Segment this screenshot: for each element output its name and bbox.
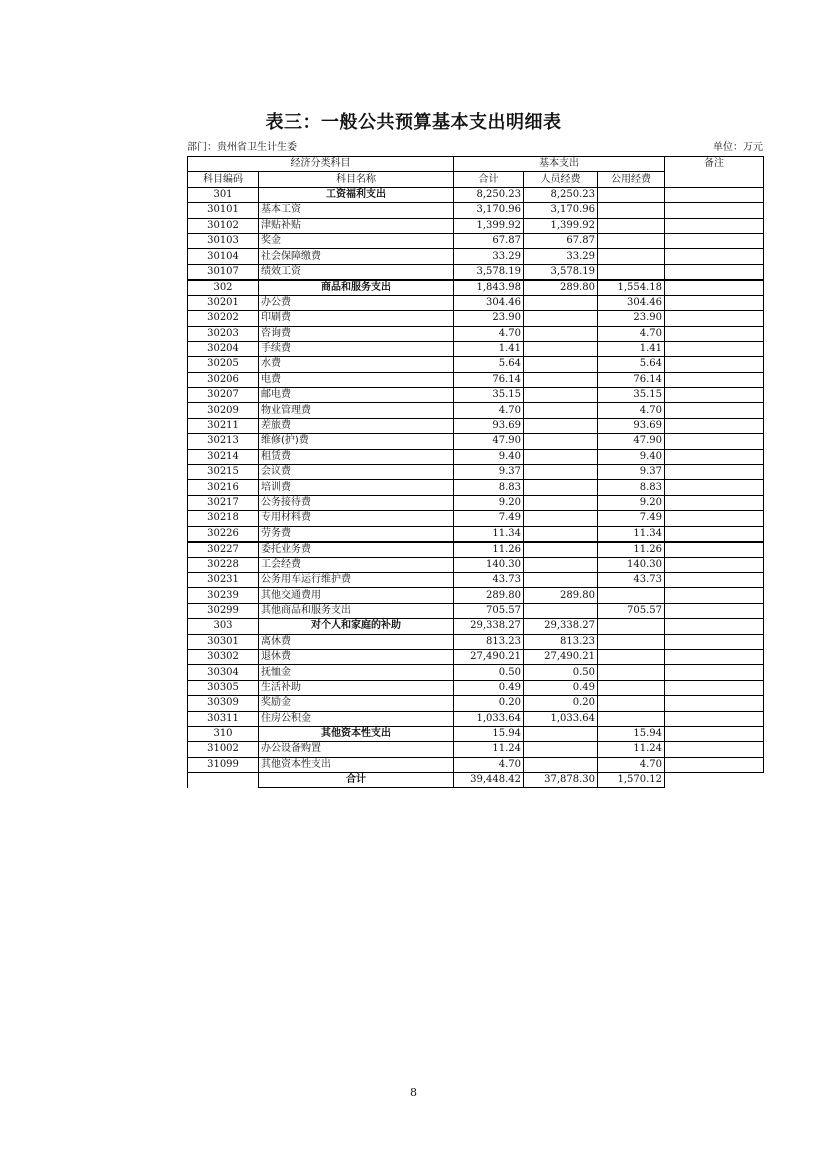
row-public: 8.83 [598,480,665,495]
row-public: 43.73 [598,572,665,587]
table-row [188,603,764,618]
grand-total-label: 合计 [259,773,454,788]
row-code: 30304 [188,665,259,680]
row-public [598,218,665,233]
row-code: 30204 [188,341,259,356]
row-code: 30207 [188,388,259,403]
row-name: 差旅费 [259,418,454,433]
table-row [188,187,764,202]
row-name: 水费 [259,357,454,372]
row-personnel [524,495,598,510]
table-row [188,588,764,603]
row-code: 30218 [188,511,259,526]
row-public [598,680,665,695]
row-public: 76.14 [598,372,665,387]
row-name: 基本工资 [259,203,454,218]
table-row [188,680,764,695]
budget-table [187,156,764,788]
header-remark: 备注 [665,157,764,188]
row-personnel: 0.50 [524,665,598,680]
row-name: 商品和服务支出 [259,280,454,296]
table-row [188,218,764,233]
row-code: 30213 [188,434,259,449]
row-remark [665,726,764,741]
header-row-1 [188,157,764,172]
row-remark [665,218,764,233]
row-code: 31099 [188,757,259,772]
row-remark [665,403,764,418]
row-remark [665,388,764,403]
row-public: 9.40 [598,449,665,464]
row-code: 30228 [188,557,259,572]
row-personnel: 3,170.96 [524,203,598,218]
row-public: 1.41 [598,341,665,356]
row-name: 维修(护)费 [259,434,454,449]
row-public: 11.24 [598,742,665,757]
row-total: 47.90 [454,434,524,449]
table-row [188,557,764,572]
table-row [188,311,764,326]
row-remark [665,557,764,572]
row-public [598,665,665,680]
header-code: 科目编码 [188,172,259,187]
row-total: 93.69 [454,418,524,433]
row-remark [665,465,764,480]
row-code: 30305 [188,680,259,695]
row-remark [665,495,764,510]
row-code: 30214 [188,449,259,464]
row-public: 4.70 [598,757,665,772]
row-public: 23.90 [598,311,665,326]
table-row [188,418,764,433]
table-row [188,280,764,296]
row-remark [665,418,764,433]
row-remark [665,187,764,202]
row-total: 4.70 [454,403,524,418]
table-row [188,341,764,356]
row-total: 43.73 [454,572,524,587]
row-total: 4.70 [454,757,524,772]
row-public: 9.37 [598,465,665,480]
row-total: 1,843.98 [454,280,524,296]
row-remark [665,341,764,356]
row-code: 31002 [188,742,259,757]
table-row [188,203,764,218]
table-row [188,465,764,480]
row-remark [665,249,764,264]
row-personnel: 813.23 [524,634,598,649]
row-public: 11.34 [598,526,665,542]
row-code: 30104 [188,249,259,264]
row-total: 15.94 [454,726,524,741]
row-public [598,588,665,603]
row-personnel [524,465,598,480]
row-personnel: 1,033.64 [524,711,598,726]
row-name: 抚恤金 [259,665,454,680]
row-name: 奖励金 [259,696,454,711]
row-name: 咨询费 [259,326,454,341]
row-public: 140.30 [598,557,665,572]
row-total: 1,033.64 [454,711,524,726]
header-personnel: 人员经费 [524,172,598,187]
row-personnel [524,557,598,572]
row-personnel: 0.20 [524,696,598,711]
table-row [188,665,764,680]
row-personnel [524,480,598,495]
row-personnel: 1,399.92 [524,218,598,233]
row-total: 23.90 [454,311,524,326]
table-row [188,542,764,558]
row-remark [665,511,764,526]
page-number: 8 [410,1086,417,1099]
row-code: 30217 [188,495,259,510]
row-total: 1,399.92 [454,218,524,233]
row-remark [665,264,764,280]
row-code: 30103 [188,233,259,248]
row-personnel: 8,250.23 [524,187,598,202]
row-total: 0.20 [454,696,524,711]
row-total: 0.49 [454,680,524,695]
row-total: 8,250.23 [454,187,524,202]
table-meta [187,138,763,152]
row-personnel [524,511,598,526]
table-row [188,357,764,372]
table-row [188,295,764,310]
page-title: 表三：一般公共预算基本支出明细表 [265,112,562,133]
row-remark [665,326,764,341]
row-code: 30205 [188,357,259,372]
row-public: 304.46 [598,295,665,310]
row-code: 30301 [188,634,259,649]
row-public: 93.69 [598,418,665,433]
row-remark [665,357,764,372]
row-remark [665,526,764,542]
row-public [598,634,665,649]
row-public [598,696,665,711]
row-code: 30202 [188,311,259,326]
row-public: 35.15 [598,388,665,403]
row-name: 手续费 [259,341,454,356]
table-row [188,372,764,387]
header-econ-class: 经济分类科目 [188,157,454,172]
row-public [598,264,665,280]
row-public: 15.94 [598,726,665,741]
row-code: 30226 [188,526,259,542]
row-remark [665,603,764,618]
row-personnel [524,295,598,310]
row-code: 30102 [188,218,259,233]
row-remark [665,588,764,603]
row-name: 电费 [259,372,454,387]
row-remark [665,757,764,772]
table-row [188,403,764,418]
row-remark [665,542,764,558]
row-total: 9.37 [454,465,524,480]
row-public: 1,554.18 [598,280,665,296]
row-name: 物业管理费 [259,403,454,418]
grand-total-personnel: 37,878.30 [524,773,598,788]
table-row [188,264,764,280]
table-row [188,326,764,341]
table-row [188,480,764,495]
row-remark [665,203,764,218]
row-remark [665,449,764,464]
row-total: 76.14 [454,372,524,387]
row-code: 30203 [188,326,259,341]
row-public [598,187,665,202]
table-row [188,449,764,464]
header-name: 科目名称 [259,172,454,187]
table-row [188,511,764,526]
row-remark [665,619,764,634]
row-public [598,249,665,264]
row-personnel: 3,578.19 [524,264,598,280]
row-total: 67.87 [454,233,524,248]
row-total: 9.40 [454,449,524,464]
row-code: 30309 [188,696,259,711]
row-personnel [524,418,598,433]
row-total: 8.83 [454,480,524,495]
row-name: 租赁费 [259,449,454,464]
row-personnel: 33.29 [524,249,598,264]
row-name: 工资福利支出 [259,187,454,202]
row-personnel [524,403,598,418]
row-name: 其他资本性支出 [259,726,454,741]
row-name: 公务接待费 [259,495,454,510]
row-total: 140.30 [454,557,524,572]
table-row [188,634,764,649]
table-row [188,711,764,726]
row-code: 30311 [188,711,259,726]
row-name: 培训费 [259,480,454,495]
row-remark [665,649,764,664]
row-name: 公务用车运行维护费 [259,572,454,587]
row-name: 其他商品和服务支出 [259,603,454,618]
row-personnel [524,357,598,372]
header-public: 公用经费 [598,172,665,187]
row-personnel: 0.49 [524,680,598,695]
row-total: 5.64 [454,357,524,372]
department-label: 部门：贵州省卫生计生委 [187,142,297,153]
row-public: 9.20 [598,495,665,510]
row-name: 委托业务费 [259,542,454,558]
row-remark [665,634,764,649]
row-personnel [524,726,598,741]
table-row [188,649,764,664]
row-name: 津贴补贴 [259,218,454,233]
row-public [598,203,665,218]
row-total: 3,578.19 [454,264,524,280]
row-total: 35.15 [454,388,524,403]
row-total: 11.34 [454,526,524,542]
grand-total-remark [665,773,764,788]
row-total: 11.24 [454,742,524,757]
row-name: 退休费 [259,649,454,664]
row-personnel [524,341,598,356]
row-code: 310 [188,726,259,741]
total-code-cell [188,773,259,788]
row-code: 30231 [188,572,259,587]
row-remark [665,233,764,248]
table-row [188,696,764,711]
row-public [598,619,665,634]
row-public: 4.70 [598,326,665,341]
row-code: 301 [188,187,259,202]
row-public [598,649,665,664]
row-total: 7.49 [454,511,524,526]
row-code: 303 [188,619,259,634]
row-name: 办公费 [259,295,454,310]
row-name: 印刷费 [259,311,454,326]
row-code: 30201 [188,295,259,310]
table-row [188,388,764,403]
row-code: 30302 [188,649,259,664]
row-public: 705.57 [598,603,665,618]
row-remark [665,295,764,310]
table-row [188,619,764,634]
row-total: 9.20 [454,495,524,510]
row-total: 289.80 [454,588,524,603]
row-remark [665,572,764,587]
row-total: 11.26 [454,542,524,558]
row-public [598,711,665,726]
row-name: 绩效工资 [259,264,454,280]
row-personnel: 27,490.21 [524,649,598,664]
row-total: 0.50 [454,665,524,680]
row-remark [665,280,764,296]
row-name: 邮电费 [259,388,454,403]
row-total: 4.70 [454,326,524,341]
header-basic-expense: 基本支出 [454,157,665,172]
row-personnel [524,757,598,772]
row-code: 30211 [188,418,259,433]
row-total: 27,490.21 [454,649,524,664]
row-name: 住房公积金 [259,711,454,726]
row-name: 办公设备购置 [259,742,454,757]
row-public: 4.70 [598,403,665,418]
row-personnel [524,388,598,403]
row-name: 劳务费 [259,526,454,542]
row-name: 离休费 [259,634,454,649]
row-public: 5.64 [598,357,665,372]
row-code: 30299 [188,603,259,618]
row-remark [665,480,764,495]
row-personnel [524,526,598,542]
row-name: 对个人和家庭的补助 [259,619,454,634]
row-public: 11.26 [598,542,665,558]
row-total: 3,170.96 [454,203,524,218]
row-personnel [524,449,598,464]
row-total: 813.23 [454,634,524,649]
row-code: 30227 [188,542,259,558]
row-total: 1.41 [454,341,524,356]
table-row [188,233,764,248]
row-code: 30107 [188,264,259,280]
row-remark [665,696,764,711]
row-name: 社会保障缴费 [259,249,454,264]
row-remark [665,311,764,326]
row-personnel [524,434,598,449]
row-name: 生活补助 [259,680,454,695]
row-personnel: 67.87 [524,233,598,248]
row-personnel: 289.80 [524,588,598,603]
row-name: 其他资本性支出 [259,757,454,772]
row-remark [665,665,764,680]
table-row [188,572,764,587]
row-personnel [524,326,598,341]
row-code: 30216 [188,480,259,495]
row-remark [665,434,764,449]
row-personnel [524,311,598,326]
row-remark [665,372,764,387]
row-public [598,233,665,248]
table-row [188,249,764,264]
row-public: 7.49 [598,511,665,526]
row-code: 30239 [188,588,259,603]
table-row [188,526,764,542]
row-total: 304.46 [454,295,524,310]
row-personnel [524,742,598,757]
row-total: 33.29 [454,249,524,264]
grand-total-total: 39,448.42 [454,773,524,788]
table-row [188,726,764,741]
table-row [188,757,764,772]
row-personnel [524,572,598,587]
table-row [188,742,764,757]
row-name: 其他交通费用 [259,588,454,603]
row-code: 30206 [188,372,259,387]
row-personnel [524,372,598,387]
row-remark [665,711,764,726]
row-personnel [524,542,598,558]
row-code: 30215 [188,465,259,480]
unit-label: 单位：万元 [713,142,763,153]
row-total: 29,338.27 [454,619,524,634]
table-row [188,495,764,510]
row-name: 专用材料费 [259,511,454,526]
row-remark [665,742,764,757]
grand-total-public: 1,570.12 [598,773,665,788]
table-row [188,434,764,449]
row-name: 奖金 [259,233,454,248]
grand-total-row [188,773,764,788]
row-code: 30101 [188,203,259,218]
row-name: 会议费 [259,465,454,480]
row-remark [665,680,764,695]
row-personnel [524,603,598,618]
row-personnel: 29,338.27 [524,619,598,634]
row-code: 30209 [188,403,259,418]
row-code: 302 [188,280,259,296]
header-total: 合计 [454,172,524,187]
row-name: 工会经费 [259,557,454,572]
row-personnel: 289.80 [524,280,598,296]
row-total: 705.57 [454,603,524,618]
row-public: 47.90 [598,434,665,449]
